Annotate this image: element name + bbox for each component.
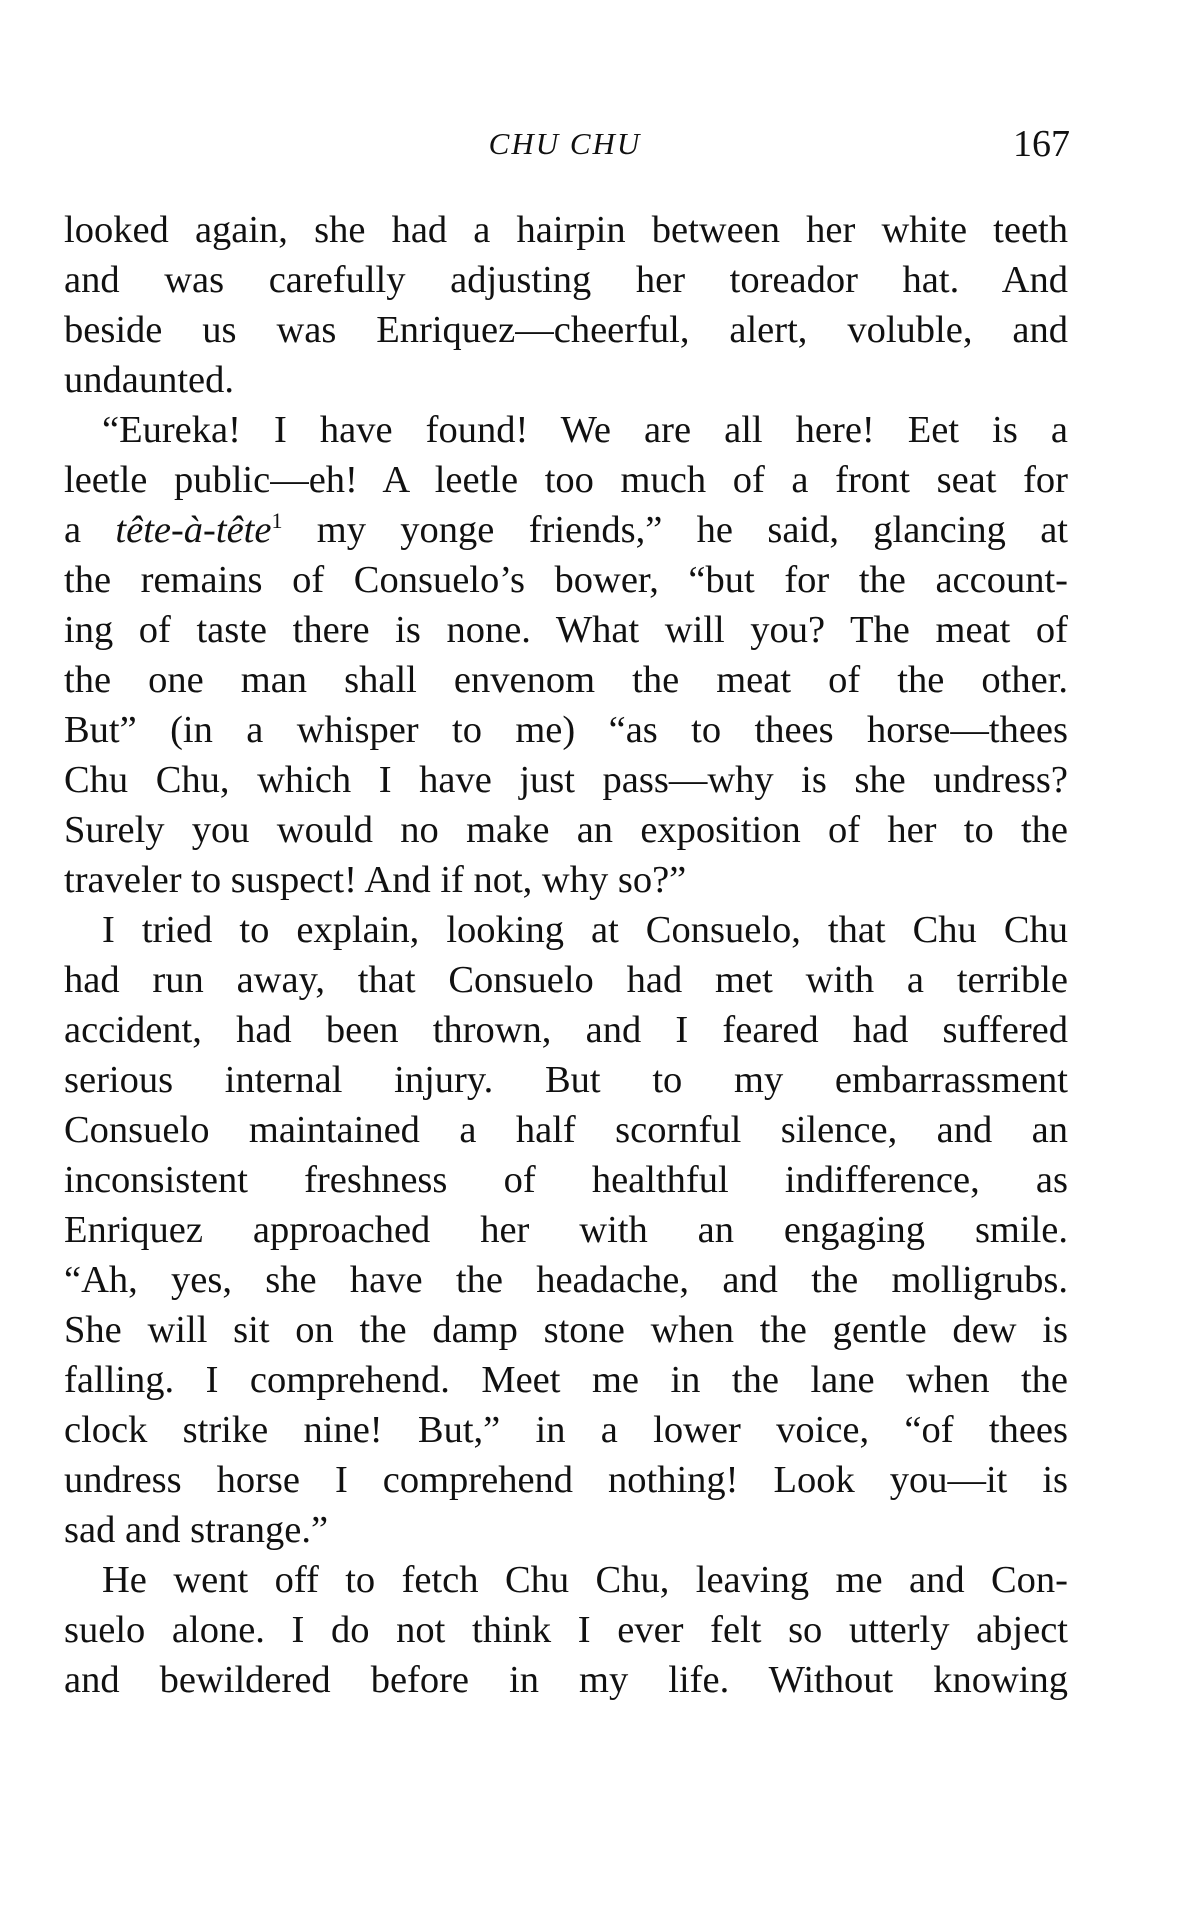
italic-phrase: tête-à-tête bbox=[115, 509, 272, 551]
text-line: He went off to fetch Chu Chu, leaving me and Con- bbox=[102, 1559, 1068, 1601]
footnote-marker: 1 bbox=[271, 508, 283, 534]
body-text bbox=[64, 205, 1068, 1705]
text-line: She will sit on the damp stone when the gentle dew is bbox=[64, 1309, 1068, 1351]
text-line: had run away, that Consuelo had met with a terrible bbox=[64, 959, 1068, 1001]
text-line: inconsistent freshness of healthful indifference, as bbox=[64, 1159, 1068, 1201]
text-line: looked again, she had a hairpin between her white teeth bbox=[64, 209, 1068, 251]
line-remainder: my yonge friends,” he said, glancing at bbox=[316, 509, 1068, 551]
text-line: undress horse I comprehend nothing! Look you—it is bbox=[64, 1459, 1068, 1501]
text-line: But” (in a whisper to me) “as to thees horse—thees bbox=[64, 709, 1068, 751]
text-line: beside us was Enriquez—cheerful, alert, voluble, and bbox=[64, 309, 1068, 351]
running-head bbox=[60, 122, 1070, 172]
text-line: “Eureka! I have found! We are all here! Eet is a bbox=[102, 409, 1068, 451]
text-line: Surely you would no make an exposition of her to the bbox=[64, 809, 1068, 851]
text-line: undaunted. bbox=[64, 359, 234, 401]
text-line: suelo alone. I do not think I ever felt so utterly abject bbox=[64, 1609, 1068, 1651]
line-prefix: a bbox=[64, 509, 82, 551]
text-line: the one man shall envenom the meat of the other. bbox=[64, 659, 1068, 701]
text-line: Consuelo maintained a half scornful silence, and an bbox=[64, 1109, 1068, 1151]
text-line: ing of taste there is none. What will you? The meat of bbox=[64, 609, 1068, 651]
text-line: leetle public—eh! A leetle too much of a front seat for bbox=[64, 459, 1068, 501]
text-line: traveler to suspect! And if not, why so?” bbox=[64, 859, 687, 901]
text-line: and bewildered before in my life. Without knowing bbox=[64, 1659, 1068, 1701]
text-line: sad and strange.” bbox=[64, 1509, 329, 1551]
running-title: CHU CHU bbox=[488, 126, 642, 161]
text-line: the remains of Consuelo’s bower, “but for the account- bbox=[64, 559, 1068, 601]
text-line: serious internal injury. But to my embarrassment bbox=[64, 1059, 1068, 1101]
text-line: accident, had been thrown, and I feared had suffered bbox=[64, 1009, 1068, 1051]
text-line: Enriquez approached her with an engaging smile. bbox=[64, 1209, 1068, 1251]
text-line: “Ah, yes, she have the headache, and the molligrubs. bbox=[64, 1259, 1068, 1301]
page-number: 167 bbox=[1013, 123, 1070, 165]
text-line: falling. I comprehend. Meet me in the lane when the bbox=[64, 1359, 1068, 1401]
text-line: and was carefully adjusting her toreador hat. And bbox=[64, 259, 1068, 301]
text-line bbox=[64, 505, 1068, 555]
text-line: Chu Chu, which I have just pass—why is she undress? bbox=[64, 759, 1068, 801]
text-line: I tried to explain, looking at Consuelo, that Chu Chu bbox=[102, 909, 1068, 951]
text-line: clock strike nine! But,” in a lower voice, “of thees bbox=[64, 1409, 1068, 1451]
